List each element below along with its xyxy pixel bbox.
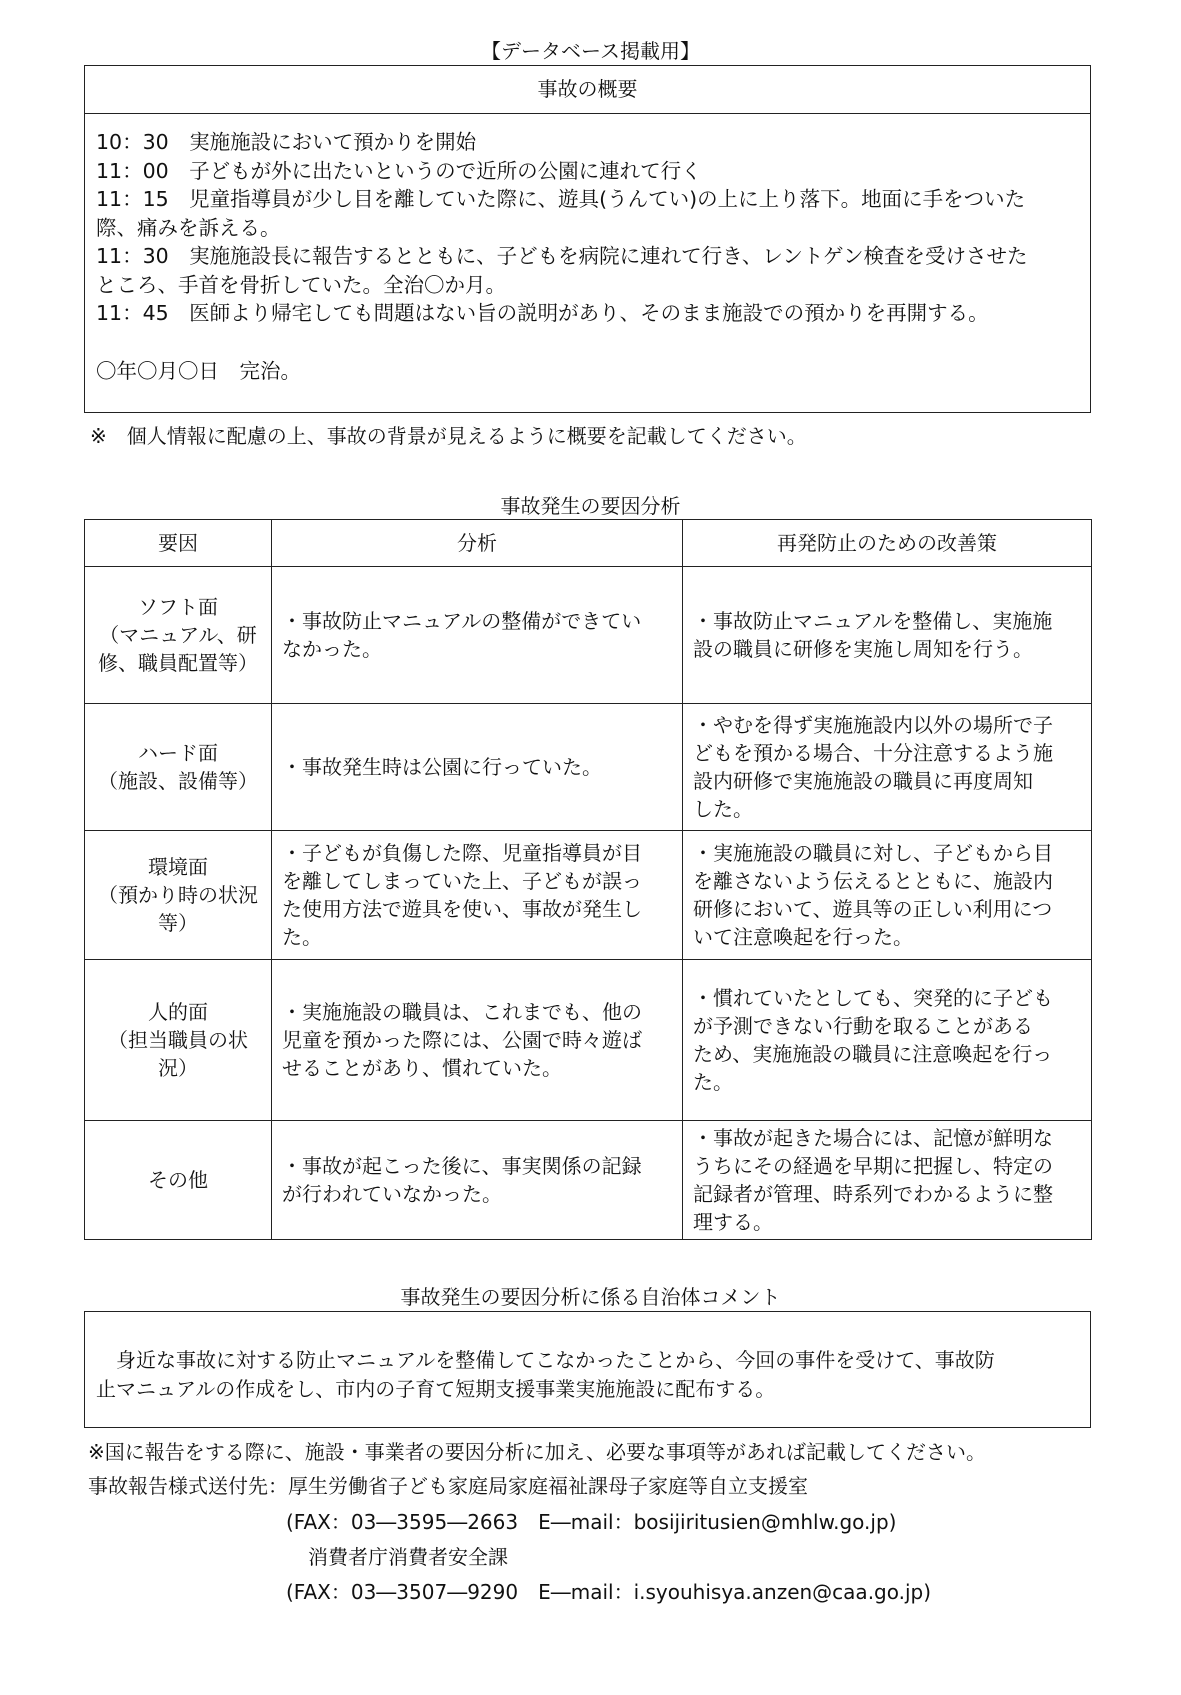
measure-line: ・事故防止マニュアルを整備し、実施施 xyxy=(693,609,1053,633)
factor-cell xyxy=(85,831,272,960)
document-label: 【データベース掲載用】 xyxy=(481,39,700,63)
measure-cell xyxy=(683,831,1092,960)
measure-line: を離さないよう伝えるとともに、施設内 xyxy=(693,869,1053,893)
table-row xyxy=(85,704,1092,831)
measure-cell xyxy=(683,567,1092,704)
factor-line: 人的面 xyxy=(148,1000,208,1024)
analysis-line: ・事故が起こった後に、事実関係の記録 xyxy=(282,1154,642,1178)
measure-line: いて注意喚起を行った。 xyxy=(693,925,913,949)
comment-title: 事故発生の要因分析に係る自治体コメント xyxy=(400,1285,781,1309)
analysis-cell xyxy=(272,704,683,831)
factor-line: 環境面 xyxy=(148,855,208,879)
analysis-line: た使用方法で遊具を使い、事故が発生し xyxy=(282,897,642,921)
measure-cell xyxy=(683,1121,1092,1240)
factor-line: （施設、設備等） xyxy=(98,769,258,793)
contact-mhlw: (FAX：03―3595―2663 E―mail：bosijiritusien@mhlw.go.jp) xyxy=(286,1510,897,1534)
timeline-line: ところ、手首を骨折していた。全治〇か月。 xyxy=(96,272,506,297)
factor-line: 等） xyxy=(158,911,198,935)
measure-line: 研修において、遊具等の正しい利用につ xyxy=(693,897,1053,921)
analysis-line: せることがあり、慣れていた。 xyxy=(282,1056,562,1080)
timeline-line: 11：30 実施施設長に報告するとともに、子どもを病院に連れて行き、レントゲン検査を受けさせた xyxy=(96,244,1028,268)
factor-line: （預かり時の状況 xyxy=(98,883,258,907)
analysis-table xyxy=(84,519,1092,1240)
comment-line: 止マニュアルの作成をし、市内の子育て短期支援事業実施施設に配布する。 xyxy=(96,1377,776,1401)
measure-line: うちにその経過を早期に把握し、特定の xyxy=(693,1154,1053,1178)
measure-line: 設内研修で実施施設の職員に再度周知 xyxy=(693,769,1033,793)
factor-cell xyxy=(85,1121,272,1240)
measure-line: した。 xyxy=(693,797,753,821)
send-to: 事故報告様式送付先：厚生労働省子ども家庭局家庭福祉課母子家庭等自立支援室 xyxy=(88,1474,808,1498)
factor-cell xyxy=(85,704,272,831)
analysis-line: ・実施施設の職員は、これまでも、他の xyxy=(282,1000,642,1024)
analysis-cell xyxy=(272,567,683,704)
summary-body xyxy=(85,114,1090,385)
table-row xyxy=(85,567,1092,704)
footer-note: ※国に報告をする際に、施設・事業者の要因分析に加え、必要な事項等があれば記載してください。 xyxy=(88,1440,986,1464)
comment-line: 身近な事故に対する防止マニュアルを整備してこなかったことから、今回の事件を受けて、事故防 xyxy=(96,1348,995,1372)
timeline-line: 10：30 実施施設において預かりを開始 xyxy=(96,130,477,154)
header-measure: 再発防止のための改善策 xyxy=(683,520,1092,567)
measure-line: どもを預かる場合、十分注意するよう施 xyxy=(693,741,1053,765)
measure-line: 理する。 xyxy=(693,1210,773,1234)
analysis-line: ・事故発生時は公園に行っていた。 xyxy=(282,755,602,779)
measure-line: 記録者が管理、時系列でわかるように整 xyxy=(693,1182,1053,1206)
table-row xyxy=(85,1121,1092,1240)
timeline-line: 11：15 児童指導員が少し目を離していた際に、遊具(うんてい)の上に上り落下。地面に手をついた xyxy=(96,187,1026,211)
summary-box xyxy=(84,65,1091,413)
table-row xyxy=(85,960,1092,1121)
measure-cell xyxy=(683,704,1092,831)
agency-caa: 消費者庁消費者安全課 xyxy=(308,1545,508,1569)
analysis-line: が行われていなかった。 xyxy=(282,1182,502,1206)
measure-line: ため、実施施設の職員に注意喚起を行っ xyxy=(693,1042,1053,1066)
analysis-line: た。 xyxy=(282,925,322,949)
factor-line: ハード面 xyxy=(138,741,218,765)
measure-line: が予測できない行動を取ることがある xyxy=(693,1014,1033,1038)
factor-line: 況） xyxy=(158,1056,198,1080)
analysis-cell xyxy=(272,1121,683,1240)
analysis-line: ・子どもが負傷した際、児童指導員が目 xyxy=(282,841,642,865)
recovery-line: 〇年〇月〇日 完治。 xyxy=(96,358,301,383)
table-header-row xyxy=(85,520,1092,567)
comment-box xyxy=(84,1311,1091,1428)
measure-line: ・やむを得ず実施施設内以外の場所で子 xyxy=(693,713,1053,737)
analysis-line: なかった。 xyxy=(282,637,382,661)
measure-line: 設の職員に研修を実施し周知を行う。 xyxy=(693,637,1033,661)
analysis-cell xyxy=(272,831,683,960)
timeline-line: 11：45 医師より帰宅しても問題はない旨の説明があり、そのまま施設での預かりを再開する。 xyxy=(96,301,989,325)
measure-cell xyxy=(683,960,1092,1121)
timeline-line: 11：00 子どもが外に出たいというので近所の公園に連れて行く xyxy=(96,158,702,183)
factor-cell xyxy=(85,960,272,1121)
summary-header: 事故の概要 xyxy=(85,66,1090,114)
factor-line: （担当職員の状 xyxy=(108,1028,248,1052)
factor-line: 修、職員配置等） xyxy=(98,651,258,675)
measure-line: ・慣れていたとしても、突発的に子ども xyxy=(693,986,1053,1010)
measure-line: た。 xyxy=(693,1070,733,1094)
factor-cell xyxy=(85,567,272,704)
analysis-line: ・事故防止マニュアルの整備ができてい xyxy=(282,609,642,633)
measure-line: ・実施施設の職員に対し、子どもから目 xyxy=(693,841,1053,865)
table-row xyxy=(85,831,1092,960)
analysis-title: 事故発生の要因分析 xyxy=(500,494,681,518)
analysis-cell xyxy=(272,960,683,1121)
factor-line: その他 xyxy=(148,1168,208,1192)
factor-line: ソフト面 xyxy=(138,595,218,619)
timeline-line: 際、痛みを訴える。 xyxy=(96,215,281,240)
measure-line: ・事故が起きた場合には、記憶が鮮明な xyxy=(693,1126,1053,1150)
factor-line: （マニュアル、研 xyxy=(99,623,257,647)
contact-caa: (FAX：03―3507―9290 E―mail：i.syouhisya.anzen@caa.go.jp) xyxy=(286,1580,932,1604)
analysis-line: を離してしまっていた上、子どもが誤っ xyxy=(282,869,642,893)
analysis-line: 児童を預かった際には、公園で時々遊ば xyxy=(282,1028,642,1052)
header-analysis: 分析 xyxy=(272,520,683,567)
header-factor: 要因 xyxy=(85,520,272,567)
summary-note: ※ 個人情報に配慮の上、事故の背景が見えるように概要を記載してください。 xyxy=(90,424,807,448)
